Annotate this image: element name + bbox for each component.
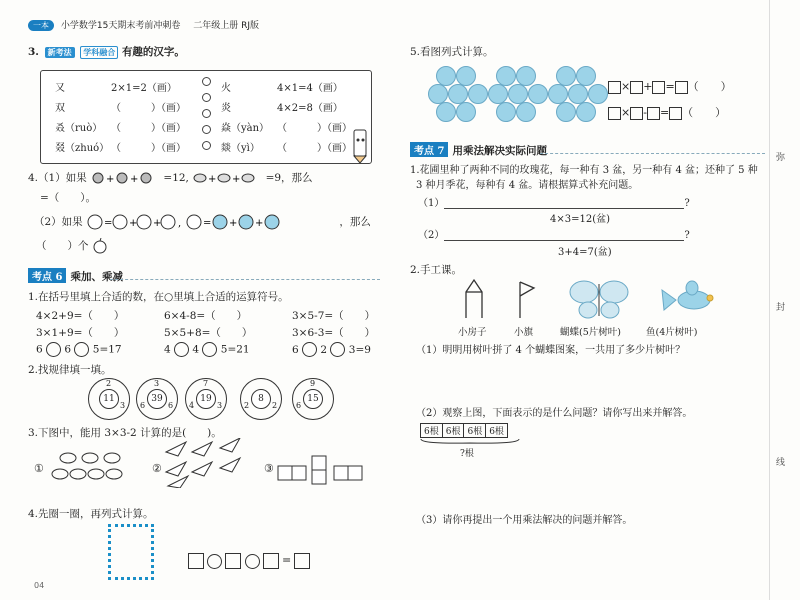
house-icon (466, 280, 482, 318)
s6q2-text: 2.找规律填一填。 (28, 364, 112, 376)
ball-icon (488, 84, 508, 104)
q5-answer-row: × - = （ ） (608, 104, 726, 120)
option-3[interactable]: ③ (264, 462, 274, 475)
q4-line1: 4.（1）如果 + + =12, + + =9，那么 (28, 172, 313, 185)
cubes-icon (276, 452, 368, 486)
series-badge: 一本 (28, 20, 54, 31)
svg-text:=: = (203, 218, 212, 229)
answer-box[interactable] (608, 81, 621, 94)
char-cell: 叕（zhuó） (55, 143, 110, 154)
option-2[interactable]: ② (152, 462, 162, 475)
s7q1-eq1: 4×3=12(盆) (550, 214, 611, 225)
operator-circle[interactable] (74, 342, 89, 357)
ball-icon (496, 66, 516, 86)
wheel-center: 15 (303, 389, 323, 409)
svg-text:=: = (104, 218, 113, 229)
stroke-eq: 4×1=4（画） (277, 83, 343, 94)
s7q1-text2: 3 种月季花，每种有 4 盆。请根据算式补充问题。 (416, 180, 639, 191)
side-char: 弥 (776, 153, 786, 163)
s6q1-row1: 4×2+9=（ ） 6×4-8=（ ） 3×5-7=（ ） (36, 310, 376, 322)
ring-icon (202, 77, 211, 86)
answer-box[interactable] (225, 553, 241, 569)
new-method-tag: 新考法 (45, 47, 75, 58)
page-header (28, 18, 259, 31)
svg-text:+: + (106, 174, 115, 185)
ring-icon (202, 93, 211, 102)
fish-icon (662, 281, 713, 310)
ball-icon (516, 102, 536, 122)
wheel-center: 8 (251, 389, 271, 409)
svg-text:+: + (229, 218, 238, 229)
s7q2-sub3: （3）请你再提出一个用乘法解决的问题并解答。 (416, 515, 633, 526)
ball-icon (496, 102, 516, 122)
q4-line3: （2）如果 = + + , = + + ，那么 (34, 213, 371, 231)
s7q1-eq2: 3+4=7(盆) (558, 247, 612, 258)
ball-icon (556, 66, 576, 86)
char-cell: 炎 (221, 103, 231, 114)
answer-line[interactable] (444, 240, 684, 241)
operator-circle[interactable] (46, 342, 61, 357)
ball-icon (556, 102, 576, 122)
ball-icon (436, 66, 456, 86)
answer-box[interactable] (647, 107, 660, 120)
subject-tag: 学科融合 (80, 46, 118, 59)
section6-heading: 考点 6 乘加、乘减 (28, 268, 123, 284)
ball-icon (568, 84, 588, 104)
operator-circle[interactable] (174, 342, 189, 357)
ball-icon (576, 102, 596, 122)
fruit-equation-icon (86, 213, 336, 231)
answer-line[interactable] (444, 208, 684, 209)
svg-text:,: , (178, 218, 182, 229)
ring-icon (202, 125, 211, 134)
ring-icon (202, 141, 211, 150)
ball-icon (576, 66, 596, 86)
option-1[interactable]: ① (34, 462, 44, 475)
char-cell: 双 (55, 103, 65, 114)
stroke-eq: 4×2=8（画） (277, 103, 343, 114)
paper-plane-icon (164, 438, 248, 488)
pattern-wheel: 2 2 8 (240, 378, 282, 420)
ball-icon (528, 84, 548, 104)
answer-box[interactable] (675, 81, 688, 94)
flag-icon (520, 282, 534, 318)
char-cell: 燚（yì） (221, 143, 260, 154)
pattern-wheel: 9 6 15 (292, 378, 334, 420)
section-divider (540, 153, 765, 154)
s6q1-row3: 6 6 5=17 4 4 5=21 6 2 3=9 (36, 343, 371, 356)
strip-question: ?根 (460, 449, 474, 459)
s7q2-text: 2.手工课。 (410, 264, 463, 276)
s7q2-sub1: （1）明明用树叶拼了 4 个蝴蝶图案，一共用了多少片树叶？ (416, 345, 686, 356)
section7-heading: 考点 7 用乘法解决实际问题 (410, 142, 547, 158)
ball-icon (456, 102, 476, 122)
butterfly-icon (570, 281, 628, 318)
ball-icon (548, 84, 568, 104)
dot-frame (108, 524, 154, 580)
char-cell: 叒（ruò） (55, 123, 103, 134)
wheel-center: 19 (196, 389, 216, 409)
s6q3-text: 3.下图中，能用 3×3-2 计算的是( )。 (28, 427, 222, 439)
ball-icon (516, 66, 536, 86)
craft-pictures (460, 278, 760, 322)
stroke-eq: （ ）（画） (111, 123, 186, 134)
operator-circle[interactable] (245, 554, 260, 569)
side-char: 封 (776, 303, 786, 313)
operator-circle[interactable] (207, 554, 222, 569)
ball-icon (508, 84, 528, 104)
svg-text:+: + (153, 218, 162, 229)
char-cell: 火 (221, 83, 231, 94)
svg-text:+: + (129, 218, 138, 229)
pattern-wheel: 3 6 6 39 (136, 378, 178, 420)
ball-icon (436, 102, 456, 122)
s6q1-text: 1.在括号里填上合适的数，在○里填上合适的运算符号。 (28, 291, 289, 303)
q5-answer-row: × + = （ ） (608, 78, 732, 94)
leaf-flower-icon (192, 171, 262, 185)
svg-text:+: + (232, 174, 241, 185)
stroke-eq: 2×1=2（画） (111, 83, 177, 94)
svg-text:+: + (208, 174, 217, 185)
pencil-mascot-icon (348, 128, 374, 164)
ball-icon (456, 66, 476, 86)
pattern-wheel: 2 3 11 (88, 378, 130, 420)
sticks-strip: 6根 6根 6根 6根 (420, 423, 507, 438)
stroke-eq: （ ）（画） (111, 103, 186, 114)
answer-box[interactable] (608, 107, 621, 120)
ring-icon (202, 109, 211, 118)
answer-box[interactable] (263, 553, 279, 569)
book-title: 小学数学15天期末考前冲刺卷 (60, 21, 181, 31)
wheel-center: 11 (99, 389, 119, 409)
answer-boxes: = (188, 553, 310, 569)
operator-circle[interactable] (330, 342, 345, 357)
grape-flower-icon (90, 171, 160, 185)
answer-box[interactable] (630, 107, 643, 120)
answer-box[interactable] (652, 81, 665, 94)
char-cell: 焱（yàn） (221, 123, 270, 134)
s6q1-row2: 3×1+9=（ ） 5×5+8=（ ） 3×6-3=（ ） (36, 327, 376, 339)
s7q1-a2: （2） ? (418, 230, 690, 241)
q4-line4: （ ）个 (36, 238, 108, 254)
ball-icon (428, 84, 448, 104)
s7q1-text1: 1.花圃里种了两种不同的玫瑰花，每一种有 3 盆，另一种有 4 盆；还种了 5 种 (410, 165, 758, 176)
wheel-center: 39 (147, 389, 167, 409)
notebook-table (40, 70, 372, 164)
fish-bones-icon (48, 446, 138, 486)
answer-box[interactable] (630, 81, 643, 94)
grade-label: 二年级上册 RJ版 (193, 21, 259, 31)
q3-title: 3. 新考法 学科融合 有趣的汉字。 (28, 46, 185, 58)
operator-circle[interactable] (302, 342, 317, 357)
section-divider (110, 279, 380, 280)
brace-icon (420, 438, 520, 446)
s6q4-text: 4.先圈一圈，再列式计算。 (28, 508, 154, 520)
ball-icon (448, 84, 468, 104)
page-number: 04 (34, 581, 45, 590)
stroke-eq: （ ）（画） (277, 123, 352, 134)
pattern-wheel: 7 4 3 19 (185, 378, 227, 420)
binding-line (769, 0, 770, 600)
apple-icon (92, 238, 108, 254)
stroke-eq: （ ）（画） (111, 143, 186, 154)
svg-text:+: + (255, 218, 264, 229)
answer-box[interactable] (294, 553, 310, 569)
answer-box[interactable] (188, 553, 204, 569)
s7q2-sub2: （2）观察上图，下面表示的是什么问题？请你写出来并解答。 (416, 408, 693, 419)
s7q1-a1: （1） ? (418, 198, 690, 209)
stroke-eq: （ ）（画） (277, 143, 352, 154)
side-char: 线 (776, 458, 786, 468)
q5-text: 5.看图列式计算。 (410, 46, 494, 58)
char-cell: 又 (55, 83, 65, 94)
svg-text:+: + (130, 174, 139, 185)
ball-icon (588, 84, 608, 104)
operator-circle[interactable] (202, 342, 217, 357)
ball-icon (468, 84, 488, 104)
q4-line2: =（ ）。 (40, 192, 97, 204)
answer-box[interactable] (669, 107, 682, 120)
worksheet-page: 一本 小学数学15天期末考前冲刺卷 二年级上册 RJ版 3. 新考法 学科融合 有趣的汉字。 又 2×1=2（画） 火 4×1=4（画） 双 （ ）（画） 炎 4×2=8（画） 叒（ruò） （ ）（画） 焱（yàn） （ ）（画） 叕（zhuó） （ ）（画） 燚（yì） （ ）（画） 4.（1）如果 + + =12, + + =9，那么 =（ ）。 （2）如果 = + + , = + + ，那么 （ ）个 考点 6 乘加、乘减 1.在括号里填上合适的数，在○里填上合适的运算符号。 4×2+9=（ ） 6×4-8=（ ） 3×5-7=（ ） 3×1+9=（ ） 5×5+8=（ ） 3×6-3=（ ） 6 6 5=17 4 4 5=21 6 2 3=9 2.找规律填一填。 2 3 11 3 6 6 39 7 4 3 19 2 2 8 9 6 15 3.下图中，能用 3×3-2 计算的是( )。 ① ② ③ 4.先圈一圈，再列式计算。 = 04 5.看图列式计算。 × + = （ ） × - = （ ） 考点 7 用乘法解决实际问题 1.花圃里种了两种不同的玫瑰花，每一种有 3 盆，另一种有 4 盆；还种了 5 种 3 种月季花，每种有 4 盆。请根据算式补充问题。 （1） ? 4×3=12(盆) （2） ? 3+4=7(盆) 2.手工课。 小房子 小旗 蝴蝶(5片树叶) 鱼(4片树叶) （1）明明用树叶拼了 4 个蝴蝶图案，一共用了多少片树叶？ （2）观察上图，下面表示的是什么问题？请你写出来并解答。 6根 6根 6根 6根 ?根 （3）请你再提出一个用乘法解决的问题并解答。 弥 封 线 (0, 0, 800, 600)
